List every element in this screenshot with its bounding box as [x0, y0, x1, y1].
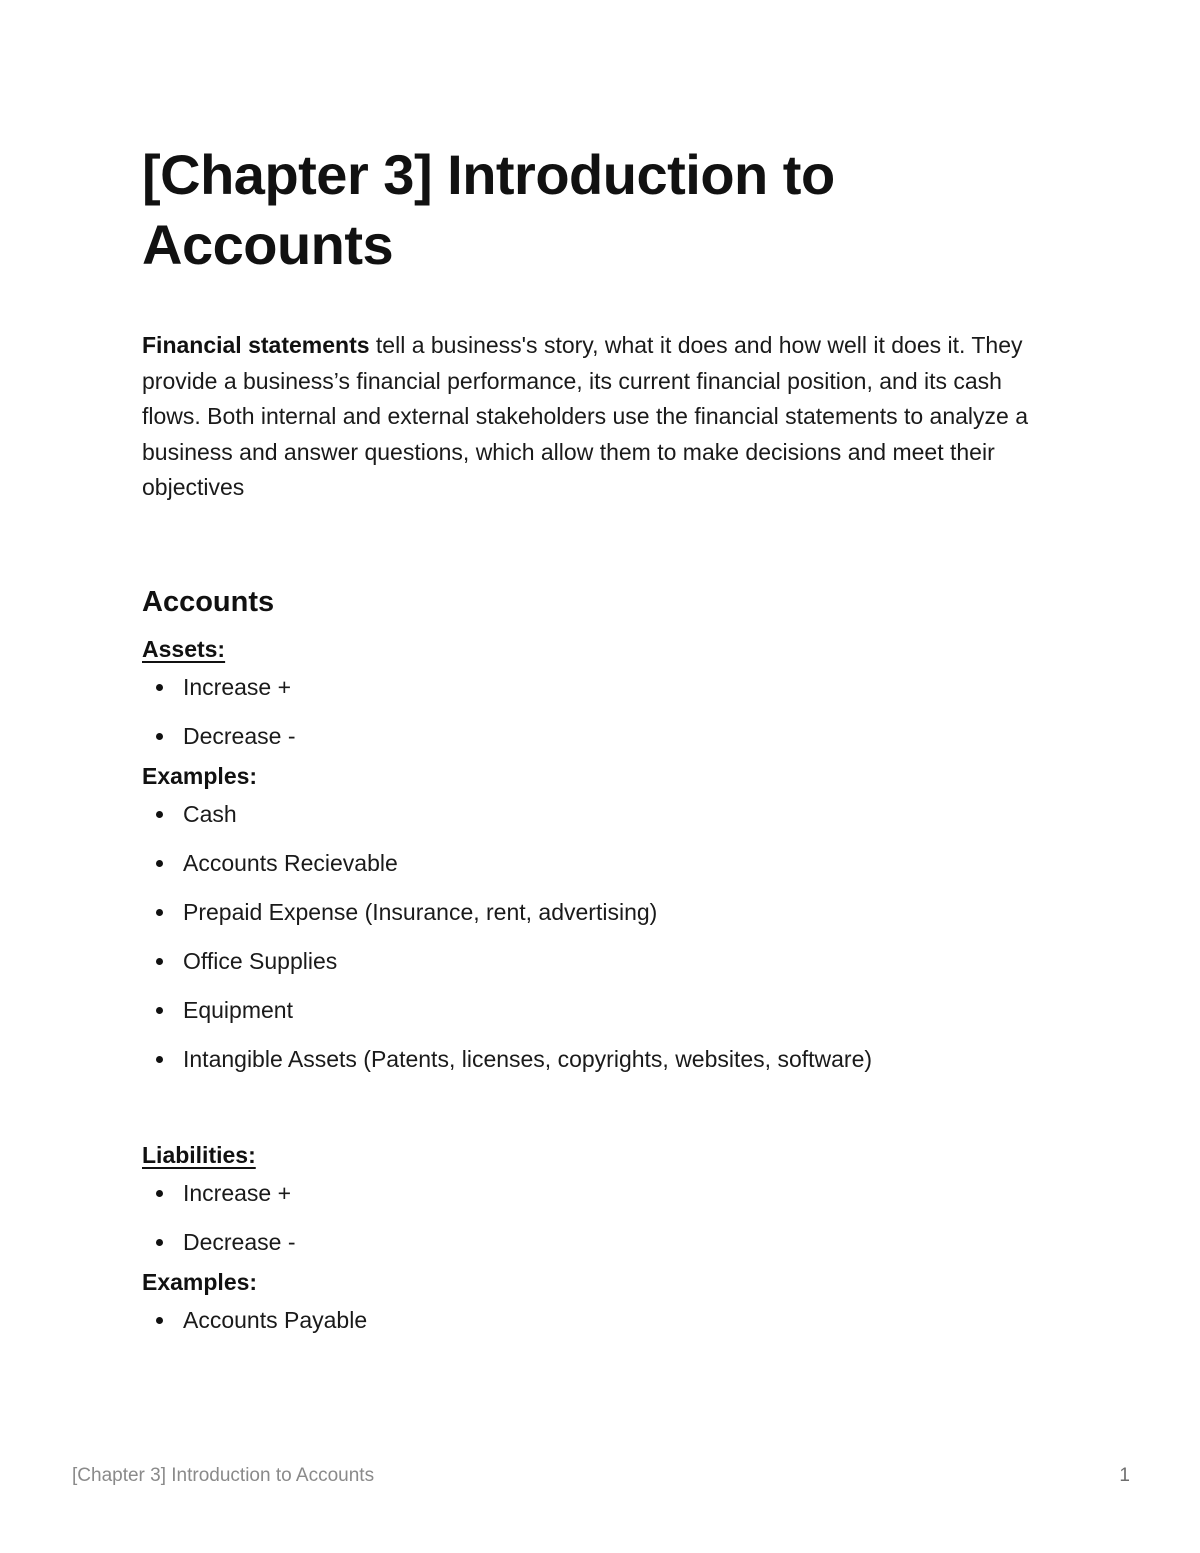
list-item	[142, 721, 1058, 751]
bullet-icon	[156, 1317, 163, 1324]
bullet-icon	[156, 684, 163, 691]
list-item	[142, 672, 1058, 702]
bullet-icon	[156, 860, 163, 867]
assets-heading: Assets:	[142, 635, 226, 662]
list-item-text: Prepaid Expense (Insurance, rent, advertising)	[183, 898, 658, 925]
bullet-icon	[156, 733, 163, 740]
liabilities-examples-list	[142, 1305, 1058, 1335]
list-item-text: Accounts Recievable	[183, 849, 398, 876]
list-item	[142, 946, 1058, 976]
list-item-text: Increase +	[183, 1179, 292, 1206]
bullet-icon	[156, 958, 163, 965]
section-heading-accounts: Accounts	[142, 585, 275, 618]
list-item	[142, 1044, 1058, 1074]
list-item-text: Equipment	[183, 996, 293, 1023]
list-item	[142, 799, 1058, 829]
list-item-text: Increase +	[183, 673, 292, 700]
assets-examples-heading: Examples:	[142, 762, 258, 789]
page-title: [Chapter 3] Introduction to Accounts	[142, 143, 835, 276]
intro-bold-lead: Financial statements	[142, 332, 370, 358]
list-item	[142, 848, 1058, 878]
list-item	[142, 1178, 1058, 1208]
bullet-icon	[156, 1056, 163, 1063]
assets-rules-list	[142, 672, 1058, 751]
bullet-icon	[156, 811, 163, 818]
list-item-text: Cash	[183, 800, 237, 827]
bullet-icon	[156, 1239, 163, 1246]
list-item-text: Decrease -	[183, 1228, 296, 1255]
liabilities-rules-list	[142, 1178, 1058, 1257]
list-item	[142, 1305, 1058, 1335]
list-item-text: Accounts Payable	[183, 1306, 368, 1333]
bullet-icon	[156, 1190, 163, 1197]
list-item-text: Decrease -	[183, 722, 296, 749]
footer-page-number: 1	[1119, 1465, 1130, 1486]
page-content	[142, 140, 1058, 1335]
list-item	[142, 995, 1058, 1025]
assets-examples-list	[142, 799, 1058, 1074]
list-item-text: Office Supplies	[183, 947, 338, 974]
list-item	[142, 897, 1058, 927]
footer-title: [Chapter 3] Introduction to Accounts	[72, 1465, 375, 1486]
bullet-icon	[156, 1007, 163, 1014]
liabilities-heading: Liabilities:	[142, 1141, 256, 1168]
liabilities-examples-heading: Examples:	[142, 1268, 258, 1295]
list-item-text: Intangible Assets (Patents, licenses, copyrights, websites, software)	[183, 1045, 873, 1072]
intro-text: tell a business's story, what it does and how well it does it. They provide a business’s financial performance, its current financial position, and its cash flows. Both internal and external stakeholders use the financial statements to analyze a business and answer questions, which allow them to make decisions and meet their objectives	[142, 332, 1029, 500]
list-item	[142, 1227, 1058, 1257]
intro-paragraph	[142, 328, 1058, 506]
bullet-icon	[156, 909, 163, 916]
